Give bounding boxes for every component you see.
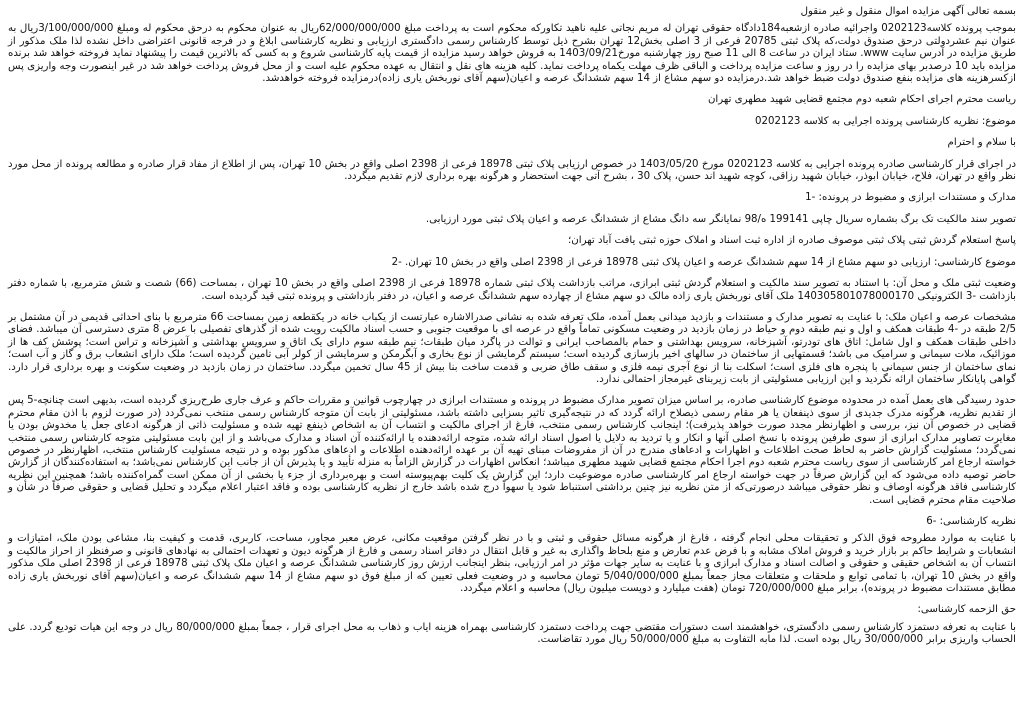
subject-line: موضوع: نظریه کارشناسی پرونده اجرایی به کلاسه 0202123 <box>755 115 1016 127</box>
section-1-item-inquiry: پاسخ استعلام گردش ثبتی پلاک ثبتی موصوف صادره از اداره ثبت اسناد و املاک حوزه ثبتی یافت آباد تهران؛ <box>568 235 1016 247</box>
section-2-subject: موضوع کارشناسی: ارزیابی دو سهم مشاع از 14 سهم ششدانگ عرصه و اعیان پلاک ثبتی 18978 فرعی از 2398 اصلی واقع در بخش 10 تهران. -2 <box>391 256 1016 268</box>
notice-title: بسمه تعالی آگهی مزایده اموال منقول و غیر منقول <box>800 6 1016 17</box>
section-3-registration-status: وضعیت ثبتی ملک و محل آن: با استناد به تصویر سند مالکیت و استعلام گردش ثبتی ابرازی، مراتب بازداشت پلاک ثبتی شماره 18978 فرعی از 2398 اصلی واقع در بخش 10 تهران ، بمساحت (66) شصت و شش مترمربع، با شماره دفتر بازداشت -3 الکترونیکی 140305801078000170 ملک آقای نوربخش یاری زاده مالک دو سهم مشاع از چهارده سهم ششدانگ عرصه و اعیان، در دفتر بازداشتی و پرونده ثبتی قید گردیده است. <box>8 278 1016 302</box>
greeting-line: با سلام و احترام <box>947 137 1016 149</box>
section-5-scope-disclaimer: حدود رسیدگی های بعمل آمده در محدوده موضوع کارشناسی صادره، بر اساس میزان تصویر مدارک مضبوط در پرونده و مستندات ابرازی در چهارچوب قوانین و مقررات حاکم و عرف جاری طرح‌ریزی گردیده است، بدیهی است چنانچه-5 پس از تقدیم نظریه، هرگونه مدرک جدیدی از سوی ذینفعان یا هر مقام رسمی ذیصلاح ارائه گردد که در نتیجه‌گیری تاثیر بسزایی داشته باشد، مسئولیتی از بابت آن متوجه کارشناس رسمی منتخب نمی‌گردد (در صورت لزوم با اذن مقام محترم قضایی در خصوص آن نیز، بررسی و اظهارنظر مجدد صورت خواهد پذیرفت)؛ اینجانب کارشناس رسمی منتخب، فارغ از اجرای مالکیت و انتساب آن به اشخاص ذینفع تهیه شده و مسئولیت ذاتی از هرگونه ادعای جعل یا مخدوش بودن یا مغایرت تصاویر مدارک ابرازی از سوی طرفین پرونده با نسخ اصلی آنها و انکار و یا تردید به دلایل یا اصول اسناد ارائه شده، متوجه ارائه‌دهنده یا ارائه‌کننده آن اسناد و مدارک می‌باشد و از این بابت مسئولیتی متوجه کارشناس رسمی منتخب نمی‌گردد؛ مسئولیت گزارش حاضر به لحاظ صحت اطلاعات و اظهارات و ادعاهای مندرج در آن از مفروضات مبنای تهیه آن بر عهده ارائه‌دهنده اطلاعات و ادعاهای مذکور بوده و در نتیجه مسئولیت کارشناس منتخب، اظهارنظر در خصوص خواسته ارجاع امر کارشناسی از سوی ریاست محترم شعبه دوم اجرا احکام مجتمع قضایی شهید مطهری میباشد؛ انعکاس اظهارات در گزارش الزاماً به منزله تأیید و یا پذیرش آن از جانب این کارشناس نمی‌باشد؛ به استفاده‌کنندگان از گزارش حاضر توصیه داده می‌شود که این گزارش صرفاً در جهت خواسته ارجاع امر کارشناسی صادره موضوعیت دارد؛ این گزارش یک کلیت بهم‌پیوسته است و بهره‌برداری از جزء یا بخشی از آن ممکن است گمراه‌کننده باشد؛ همچنین این نظریه کارشناسی فاقد هرگونه اوصاف و نظر حقوقی میباشد درصورتی‌که از متن نظریه نیز چنین برداشتی استنباط شود یا سهواً درج شده باشد خارج از نظریه کارشناسی بوده و فاقد اعتبار اعلام میگردد و تحلیل قضایی و حقوقی صرفاً در شأن و صلاحیت مقام محترم قضایی است. <box>8 395 1017 506</box>
section-6-expert-opinion: با عنایت به موارد مطروحه فوق الذکر و تحقیقات محلی انجام گرفته ، فارغ از هرگونه مسائل حقوقی و ثبتی و با در نظر گرفتن موقعیت مکانی، عرض معبر مجاور، مساحت، کاربری، قدمت و کیفیت بنا، مشاعی بودن ملک، امتیازات و انشعابات و شرایط حاکم بر بازار خرید و فروش املاک مشابه و با فرض عدم تعارض و منع بلحاظ واگذاری به غیر و قابل انتقال در دفاتر اسناد رسمی و فارغ از هرگونه دیون و تعهدات احتمالی به نهادهای قانونی و صرفنظر از احراز مالکیت و انتساب آن به اشخاص حقیقی و حقوقی و اصالت اسناد و مدارک ابرازی و با عنایت به سایر جهات مؤثر در امر ارزیابی، بنظر اینجانب ارزش روز کارشناسی ششدانگ عرصه و اعیان ملک پلاک ثبتی 18978 فرعی از 2398 اصلی ملک مذکور واقع در بخش 10 تهران، با تمامی توابع و ملحقات و متعلقات مجاز جمعاً بمبلغ 5/040/000/000 تومان محاسبه و در وضعیت فعلی تعیین که از مبلغ فوق دو سهم مشاع از 14 سهم ششدانگ عرصه و اعیان(سهم آقای نوربخش یاری زاده مطابق مستندات مضبوط در پرونده)، برابر مبلغ 720/000/000 تومان (هفت میلیارد و دویست میلیون ریال) محاسبه و اعلام میگردد. <box>8 533 1016 595</box>
fee-heading: حق الزحمه کارشناسی: <box>917 604 1016 616</box>
addressee-line: ریاست محترم اجرای احکام شعبه دوم مجتمع قضایی شهید مطهری تهران <box>707 94 1016 106</box>
section-6-heading: نظریه کارشناسی: -6 <box>926 516 1016 527</box>
section-1-item-deed: تصویر سند مالکیت تک برگ بشماره سریال چاپی 199141 ه/98 نمایانگر سه دانگ مشاع از ششدانگ عرصه و اعیان پلاک ثبتی مورد ارزیابی. <box>425 213 1016 225</box>
fee-paragraph: با عنایت به تعرفه دستمزد کارشناس رسمی دادگستری، خواهشمند است دستورات مقتضی جهت پرداخت دستمزد کارشناسی بهمراه هزینه ایاب و ذهاب به محل اجرای قرار ، جمعاً بمبلغ 80/000/000 ریال در وجه این هیات تودیع گردد. علی الحساب واریزی برابر 30/000/000 ریال بوده است. لذا مابه التفاوت به مبلغ 50/000/000 ریال مورد تقاضاست. <box>8 621 1017 646</box>
report-intro-paragraph: در اجرای قرار کارشناسی صادره پرونده اجرایی به کلاسه 0202123 مورخ 1403/05/20 در خصوص ارزیابی پلاک ثبتی 18978 فرعی از 2398 اصلی واقع در بخش 10 تهران، پس از اطلاع از مفاد قرار صادره و مطالعه پرونده از محل مورد نظر واقع در تهران، فلاح، خیابان ابوذر، خیابان شهید رزاقی، کوچه شهید اند حسن، پلاک 30 ، بشرح آتی جهت استحضار و هرگونه بهره برداری لازم تقدیم میگردد. <box>8 158 1016 183</box>
notice-intro-paragraph: بموجب پرونده کلاسه0202123 واجرائیه صادره ازشعبه184دادگاه حقوقی تهران له مریم نجاتی علیه ناهید تکاورکه محکوم است به پرداخت مبلغ 62/000/000/000ریال به عنوان محکوم به درحق محکوم له ومبلغ 3/100/000/000ریال به عنوان نیم عشردولتی درحق صندوق دولت،که پلاک ثبتی 20785 فرعی از 3 اصلی بخش12 تهران بشرح ذیل توسط کارشناس رسمی دادگستری ارزیابی و نظریه کارشناسی ابلاغ و در فرجه قانونی اعتراضی داخل نشده لذا ملک مذکور از طریق مزایده در آدرس سایت www. ستاد ایران در ساعت 8 الی 11 صبح روز چهارشنبه مورخ1403/09/21 به فروش خواهد رسید مزایده از قیمت پایه کارشناسی شروع و به کسی که بالاترین قیمت را پیشنهاد نماید فروخته خواهد شد برنده مزایده باید 10 درصدبر بهای مزایده را در روز و ساعت مزایده پرداخت و الباقی ظرف مهلت یکماه پرداخت نماید. کلیه هزینه های نقل و انتقال به عهده محکوم علیه است و از محل فروش پرداخت خواهد شد در غیر اینصورت وجه واریزی پس ازکسرهزینه های مزایده بنفع صندوق دولت ضبط خواهد شد.درمزایده دو سهم مشاع از 14 سهم ششدانگ عرصه و اعیان(سهم آقای نوربخش یاری زاده)درمزایده فروخته خواهدشد. <box>8 23 1017 85</box>
section-4-property-specs: مشخصات عرصه و اعیان ملک: با عنایت به تصویر مدارک و مستندات و بازدید میدانی بعمل آمده، ملک تعرفه شده به نشانی صدرالاشاره عبارتست از یکباب خانه در یکقطعه زمین بمساحت 66 مترمربع با بنای احداثی قدیمی در آن مشتمل بر 2/5 طبقه در -4 طبقات همکف و اول و نیم طبقه دوم و حیاط در زمان بازدید در وضعیت مسکونی تماماً واقع در عرصه ای با موقعیت جنوبی و حسب اسناد مالکیت رویت شده از گذرهای تفصیلی با عرض 8 متری دسترسی آن میباشد. فضای داخلی طبقات همکف و اول شامل: اتاق های تودرتو، آشپزخانه، سرویس بهداشتی و حمام بالمصاحب ایرانی و توالت در پاگرد میان طبقات؛ نیم طبقه سوم دارای یک اتاق و سرویس بهداشتی و آشپزخانه و تراس است؛ پوشش کف ها از موزائیک، ملات سیمانی و سرامیک می باشد؛ قسمتهایی از ساختمان در سالهای اخیر بازسازی گردیده است؛ سیستم گرمایشی از نوع بخاری و آبگرمکن و سرمایشی از کولر آبی تامین گردیده است؛ ملک دارای انشعاب برق و گاز و آب است؛ نمای ساختمان از جنس سیمانی با پنجره های فلزی است؛ اسکلت بنا از نوع آجری نیمه فلزی و سقف طاق ضربی و قدمت ساخت بنا بیش از 45 سال تخمین میگردد. ساختمان در زمان بازدید در وضعیت سکونت و بهره برداری قرار دارد. گواهی پایانکار ساختمان ارائه نگردید و این ارزیابی مسئولیتی از بابت زیربنای غیرمجاز احتمالی ندارد. <box>8 311 1016 385</box>
section-1-heading: مدارک و مستندات ابرازی و مضبوط در پرونده: -1 <box>805 192 1016 204</box>
